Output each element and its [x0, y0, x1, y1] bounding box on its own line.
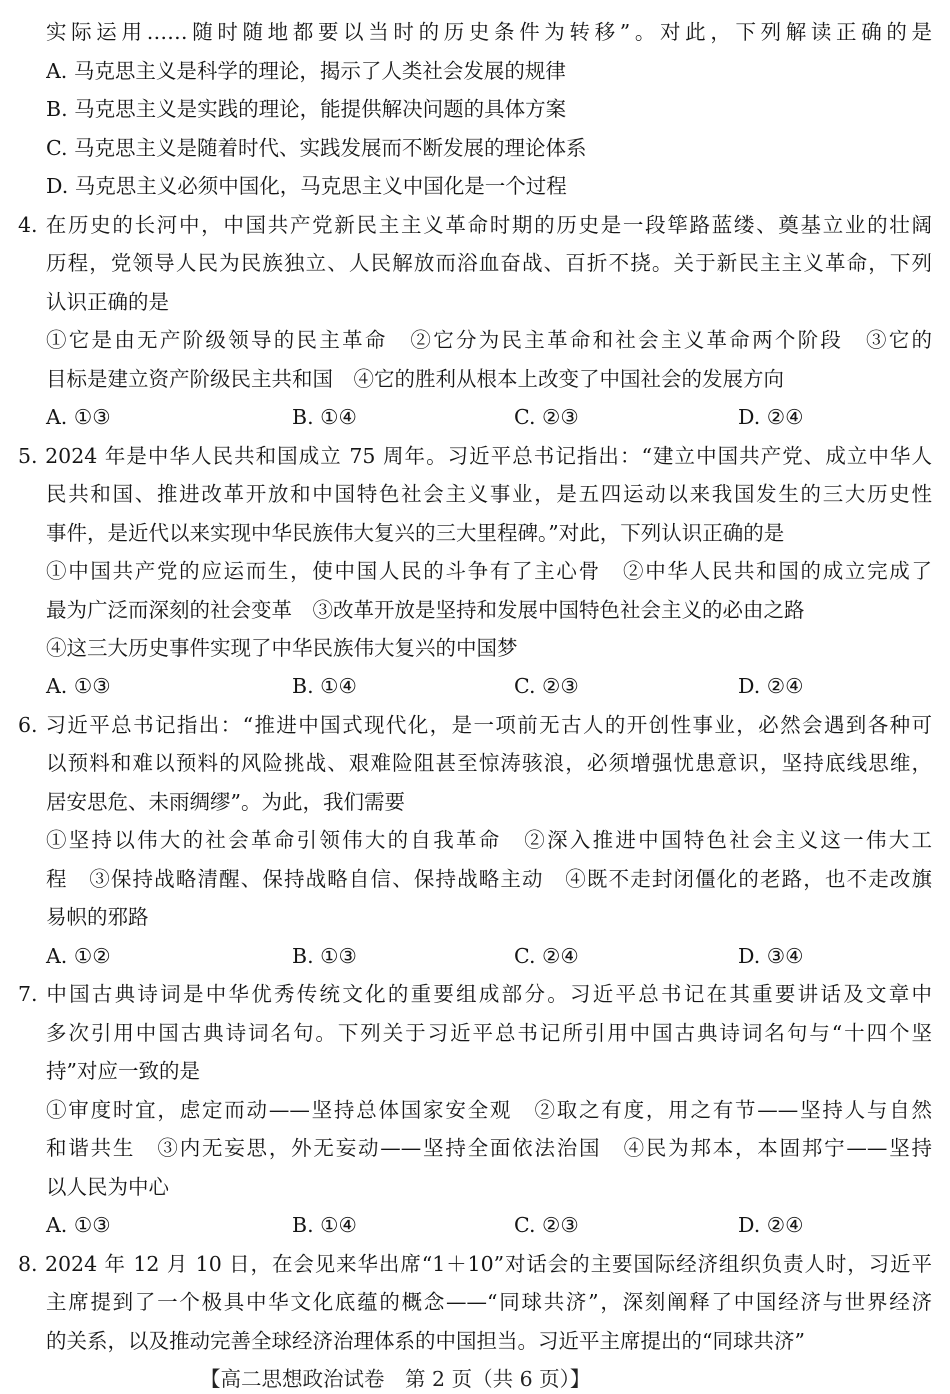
q5-option-d: D. ②④	[738, 674, 804, 698]
q5-option-a: A. ①③	[46, 674, 111, 698]
q7-statements-line: 以人民为中心	[46, 1175, 169, 1199]
q7-statements-line: 和谐共生 ③内无妄思，外无妄动——坚持全面依法治国 ④民为邦本，本固邦宁——坚持	[46, 1136, 932, 1160]
q6-stem-line: 居安思危、未雨绸缪”。为此，我们需要	[46, 790, 405, 814]
q5-statements-line: ④这三大历史事件实现了中华民族伟大复兴的中国梦	[46, 636, 518, 660]
q7-option-a: A. ①③	[46, 1213, 111, 1237]
q6-option-b: B. ①③	[292, 944, 357, 968]
q5-option-b: B. ①④	[292, 674, 357, 698]
q6-option-d: D. ③④	[738, 944, 804, 968]
q6-options	[46, 937, 932, 975]
q4-option-b: B. ①④	[292, 405, 357, 429]
q5-stem-line: 民共和国、推进改革开放和中国特色社会主义事业，是五四运动以来我国发生的三大历史性	[46, 482, 932, 506]
q5-statements-line: 最为广泛而深刻的社会变革 ③改革开放是坚持和发展中国特色社会主义的必由之路	[46, 598, 805, 622]
q7-stem-line: 持”对应一致的是	[46, 1059, 200, 1083]
q6-stem-line: 以预料和难以预料的风险挑战、艰难险阻甚至惊涛骇浪，必须增强忧患意识，坚持底线思维，	[46, 751, 932, 775]
q7-options	[46, 1206, 932, 1244]
q5-statements-line: ①中国共产党的应运而生，使中国人民的斗争有了主心骨 ②中华人民共和国的成立完成了	[46, 559, 932, 583]
q7-option-b: B. ①④	[292, 1213, 357, 1237]
q6-statements-line: ①坚持以伟大的社会革命引领伟大的自我革命 ②深入推进中国特色社会主义这一伟大工	[46, 828, 932, 852]
q6-statements-line: 易帜的邪路	[46, 905, 149, 929]
q4-stem-line: 4. 在历史的长河中，中国共产党新民主主义革命时期的历史是一段筚路蓝缕、奠基立业的壮阔	[18, 213, 932, 237]
q5-stem-line: 5. 2024 年是中华人民共和国成立 75 周年。习近平总书记指出：“建立中国共产党、成立中华人	[18, 444, 932, 468]
q4-statements-line: 目标是建立资产阶级民主共和国 ④它的胜利从根本上改变了中国社会的发展方向	[46, 367, 784, 391]
q4-option-a: A. ①③	[46, 405, 111, 429]
q7-statements-line: ①审度时宜，虑定而动——坚持总体国家安全观 ②取之有度，用之有节——坚持人与自然	[46, 1098, 932, 1122]
q4-stem-line: 历程，党领导人民为民族独立、人民解放而浴血奋战、百折不挠。关于新民主主义革命，下列	[46, 251, 932, 275]
q6-option-a: A. ①②	[46, 944, 111, 968]
q8-stem-line: 8. 2024 年 12 月 10 日，在会见来华出席“1＋10”对话会的主要国际经济组织负责人时，习近平	[18, 1252, 932, 1276]
q4-statements-line: ①它是由无产阶级领导的民主革命 ②它分为民主革命和社会主义革命两个阶段 ③它的	[46, 328, 932, 352]
q3-option-d: D. 马克思主义必须中国化，马克思主义中国化是一个过程	[46, 174, 567, 198]
q8-stem-line: 的关系，以及推动完善全球经济治理体系的中国担当。习近平主席提出的“同球共济”	[46, 1329, 805, 1353]
q3-option-b: B. 马克思主义是实践的理论，能提供解决问题的具体方案	[46, 97, 567, 121]
q6-stem-line: 6. 习近平总书记指出：“推进中国式现代化，是一项前无古人的开创性事业，必然会遇到各种可	[18, 713, 932, 737]
page-footer: 【高二思想政治试卷 第 2 页（共 6 页）】	[200, 1367, 591, 1391]
q6-option-c: C. ②④	[514, 944, 579, 968]
q7-option-d: D. ②④	[738, 1213, 804, 1237]
q3-option-c: C. 马克思主义是随着时代、实践发展而不断发展的理论体系	[46, 136, 587, 160]
q7-stem-line: 7. 中国古典诗词是中华优秀传统文化的重要组成部分。习近平总书记在其重要讲话及文章中	[18, 982, 932, 1006]
q5-options	[46, 667, 932, 705]
q8-stem-line: 主席提到了一个极具中华文化底蕴的概念——“同球共济”，深刻阐释了中国经济与世界经济	[46, 1290, 932, 1314]
q4-options	[46, 398, 932, 436]
q4-stem-line: 认识正确的是	[46, 290, 169, 314]
q4-option-d: D. ②④	[738, 405, 804, 429]
q5-stem-line: 事件，是近代以来实现中华民族伟大复兴的三大里程碑。”对此，下列认识正确的是	[46, 521, 785, 545]
q7-option-c: C. ②③	[514, 1213, 579, 1237]
q6-statements-line: 程 ③保持战略清醒、保持战略自信、保持战略主动 ④既不走封闭僵化的老路，也不走改旗	[46, 867, 932, 891]
q5-option-c: C. ②③	[514, 674, 579, 698]
q3-option-a: A. 马克思主义是科学的理论，揭示了人类社会发展的规律	[46, 59, 566, 83]
q7-stem-line: 多次引用中国古典诗词名句。下列关于习近平总书记所引用中国古典诗词名句与“十四个坚	[46, 1021, 932, 1045]
q3-stem-tail: 实际运用……随时随地都要以当时的历史条件为转移”。对此，下列解读正确的是	[46, 20, 932, 44]
q4-option-c: C. ②③	[514, 405, 579, 429]
